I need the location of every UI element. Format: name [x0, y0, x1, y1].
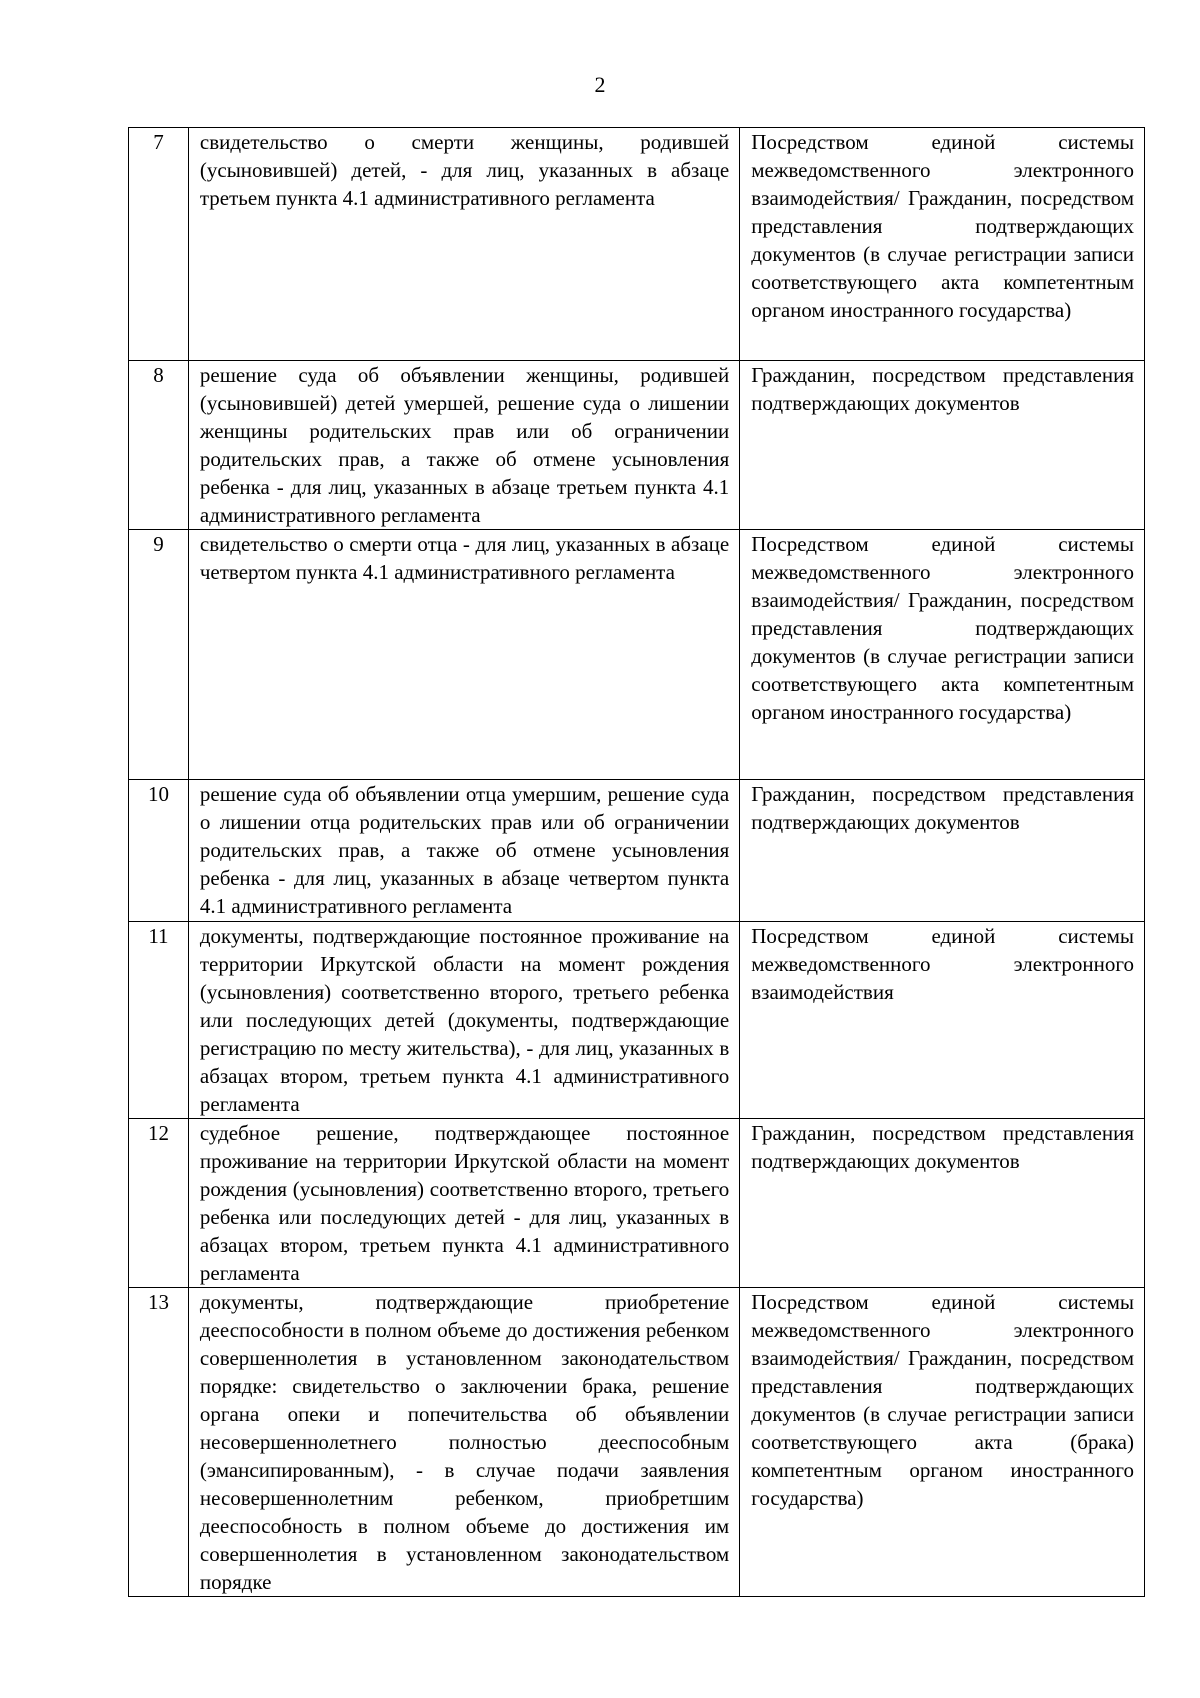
row-number: 13: [129, 1288, 189, 1597]
table-row: [129, 361, 1145, 530]
documents-table: [128, 127, 1145, 1597]
page-number: 2: [594, 72, 606, 97]
document-description: судебное решение, подтверждающее постоянное проживание на территории Иркутской области на момент рождения (усыновления) соответственно второго, третьего ребенка или последующих детей - для лиц, указанных в абзацах втором, третьем пункта 4.1 административного регламента: [188, 1119, 739, 1288]
table-row: [129, 1288, 1145, 1597]
table-row: [129, 128, 1145, 361]
document-description: свидетельство о смерти отца - для лиц, указанных в абзаце четвертом пункта 4.1 административного регламента: [188, 530, 739, 780]
row-number: 11: [129, 922, 189, 1119]
document-description: документы, подтверждающие приобретение дееспособности в полном объеме до достижения ребенком совершеннолетия в установленном законодательством порядке: свидетельство о заключении брака, решение органа опеки и попечительства об объявлении несовершеннолетнего полностью дееспособным (эмансипированным), - в случае подачи заявления несовершеннолетним ребенком, приобретшим дееспособность в полном объеме до достижения им совершеннолетия в установленном законодательством порядке: [188, 1288, 739, 1597]
row-number: 7: [129, 128, 189, 361]
row-number: 9: [129, 530, 189, 780]
document-description: решение суда об объявлении отца умершим, решение суда о лишении отца родительских прав или об ограничении родительских прав, а также об отмене усыновления ребенка - для лиц, указанных в абзаце четвертом пункта 4.1 административного регламента: [188, 780, 739, 922]
submission-method: Гражданин, посредством представления подтверждающих документов: [740, 780, 1145, 922]
table-row: [129, 1119, 1145, 1288]
table-row: [129, 530, 1145, 780]
submission-method: Посредством единой системы межведомственного электронного взаимодействия/ Гражданин, посредством представления подтверждающих документов (в случае регистрации записи соответствующего акта компетентным органом иностранного государства): [740, 128, 1145, 361]
row-number: 12: [129, 1119, 189, 1288]
table-row: [129, 922, 1145, 1119]
table-row: [129, 780, 1145, 922]
submission-method: Гражданин, посредством представления подтверждающих документов: [740, 361, 1145, 530]
submission-method: Посредством единой системы межведомственного электронного взаимодействия: [740, 922, 1145, 1119]
submission-method: Гражданин, посредством представления подтверждающих документов: [740, 1119, 1145, 1288]
submission-method: Посредством единой системы межведомственного электронного взаимодействия/ Гражданин, посредством представления подтверждающих документов (в случае регистрации записи соответствующего акта компетентным органом иностранного государства): [740, 530, 1145, 780]
submission-method: Посредством единой системы межведомственного электронного взаимодействия/ Гражданин, посредством представления подтверждающих документов (в случае регистрации записи соответствующего акта (брака) компетентным органом иностранного государства): [740, 1288, 1145, 1597]
row-number: 8: [129, 361, 189, 530]
document-description: решение суда об объявлении женщины, родившей (усыновившей) детей умершей, решение суда о лишении женщины родительских прав или об ограничении родительских прав, а также об отмене усыновления ребенка - для лиц, указанных в абзаце третьем пункта 4.1 административного регламента: [188, 361, 739, 530]
row-number: 10: [129, 780, 189, 922]
document-description: свидетельство о смерти женщины, родившей (усыновившей) детей, - для лиц, указанных в абзаце третьем пункта 4.1 административного регламента: [188, 128, 739, 361]
document-description: документы, подтверждающие постоянное проживание на территории Иркутской области на момент рождения (усыновления) соответственно второго, третьего ребенка или последующих детей (документы, подтверждающие регистрацию по месту жительства), - для лиц, указанных в абзацах втором, третьем пункта 4.1 административного регламента: [188, 922, 739, 1119]
